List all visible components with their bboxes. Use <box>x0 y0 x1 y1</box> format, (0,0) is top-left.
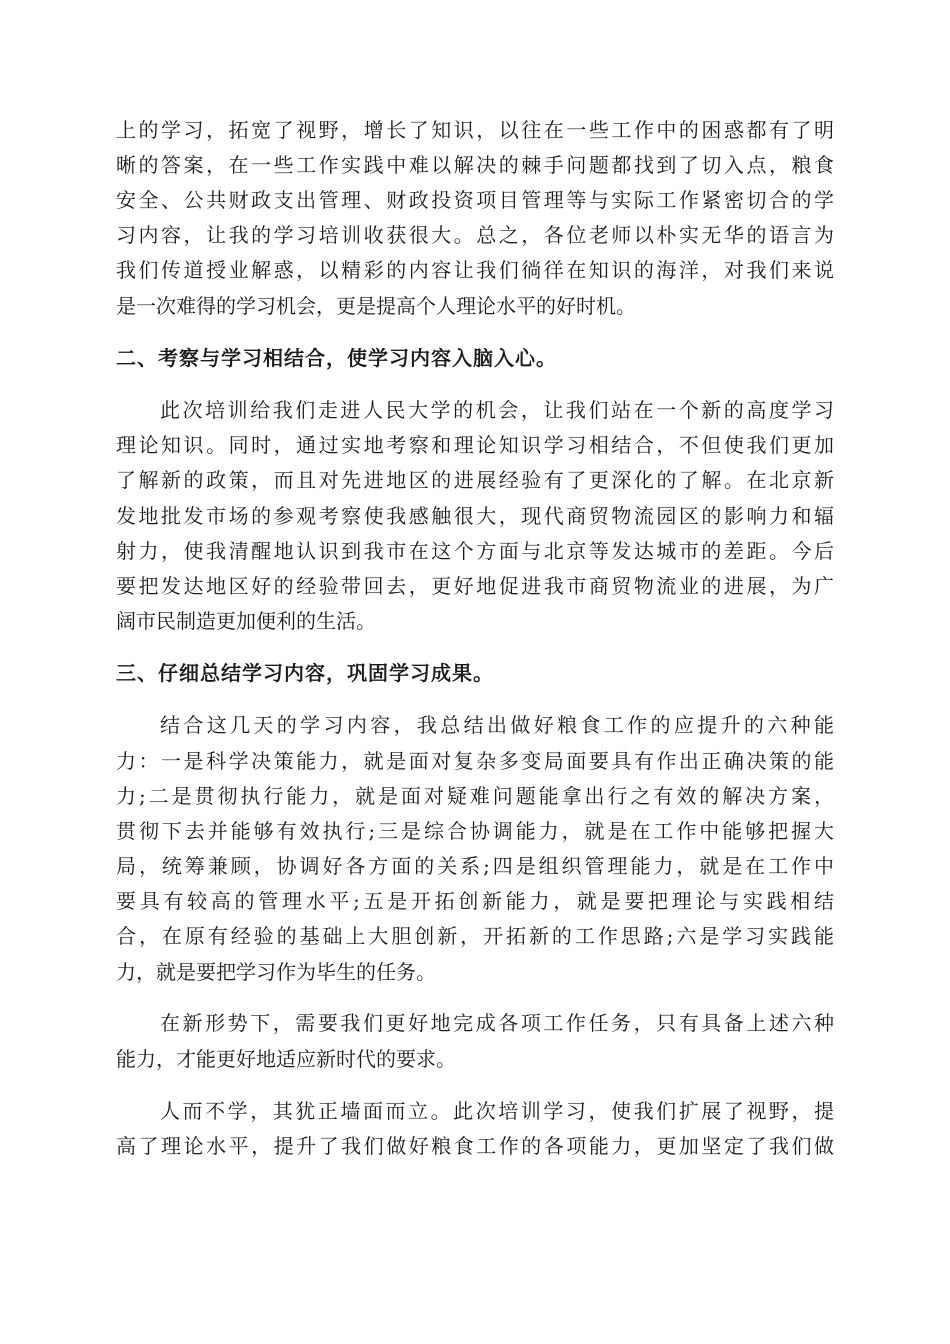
paragraph-line: 理论知识。同时，通过实地考察和理论知识学习相结合，不但使我们更加 <box>116 433 834 457</box>
paragraph-line: 力;二是贯彻执行能力，就是面对疑难问题能拿出行之有效的解决方案， <box>116 784 834 808</box>
paragraph-line: 是一次难得的学习机会，更是提高个人理论水平的好时机。 <box>116 294 636 318</box>
paragraph-line: 贯彻下去并能够有效执行;三是综合协调能力，就是在工作中能够把握大 <box>116 819 834 843</box>
paragraph-line: 人而不学，其犹正墙面而立。此次培训学习，使我们扩展了视野，提 <box>160 1099 834 1123</box>
paragraph-line: 局，统筹兼顾，协调好各方面的关系;四是组织管理能力，就是在工作中 <box>116 854 834 878</box>
paragraph-line: 发地批发市场的参观考察使我感触很大，现代商贸物流园区的影响力和辐 <box>116 504 834 528</box>
paragraph-line: 习内容，让我的学习培训收获很大。总之，各位老师以朴实无华的语言为 <box>116 223 834 247</box>
paragraph-line: 安全、公共财政支出管理、财政投资项目管理等与实际工作紧密切合的学 <box>116 188 834 212</box>
paragraph-line: 结合这几天的学习内容，我总结出做好粮食工作的应提升的六种能 <box>160 713 834 737</box>
paragraph-line: 要具有较高的管理水平;五是开拓创新能力，就是要把理论与实践相结 <box>116 889 834 913</box>
paragraph-line: 要把发达地区好的经验带回去，更好地促进我市商贸物流业的进展，为广 <box>116 574 834 598</box>
paragraph-line: 在新形势下，需要我们更好地完成各项工作任务，只有具备上述六种 <box>160 1011 834 1035</box>
paragraph-line: 晰的答案，在一些工作实践中难以解决的棘手问题都找到了切入点，粮食 <box>116 153 834 177</box>
paragraph-line: 阔市民制造更加便利的生活。 <box>116 609 376 633</box>
section-heading: 三、仔细总结学习内容，巩固学习成果。 <box>116 661 494 685</box>
section-heading: 二、考察与学习相结合，使学习内容入脑入心。 <box>116 346 557 370</box>
paragraph-line: 力，就是要把学习作为毕生的任务。 <box>116 960 436 984</box>
paragraph-line: 高了理论水平，提升了我们做好粮食工作的各项能力，更加坚定了我们做 <box>116 1134 834 1158</box>
paragraph-line: 能力，才能更好地适应新时代的要求。 <box>116 1047 456 1071</box>
paragraph-line: 射力，使我清醒地认识到我市在这个方面与北京等发达城市的差距。今后 <box>116 539 834 563</box>
paragraph-line: 此次培训给我们走进人民大学的机会，让我们站在一个新的高度学习 <box>160 398 834 422</box>
paragraph-line: 力：一是科学决策能力，就是面对复杂多变局面要具有作出正确决策的能 <box>116 749 834 773</box>
paragraph-line: 了解新的政策，而且对先进地区的进展经验有了更深化的了解。在北京新 <box>116 468 834 492</box>
paragraph-line: 我们传道授业解惑，以精彩的内容让我们徜徉在知识的海洋，对我们来说 <box>116 258 834 282</box>
paragraph-line: 合，在原有经验的基础上大胆创新，开拓新的工作思路;六是学习实践能 <box>116 924 834 948</box>
paragraph-line: 上的学习，拓宽了视野，增长了知识，以往在一些工作中的困惑都有了明 <box>116 118 834 142</box>
